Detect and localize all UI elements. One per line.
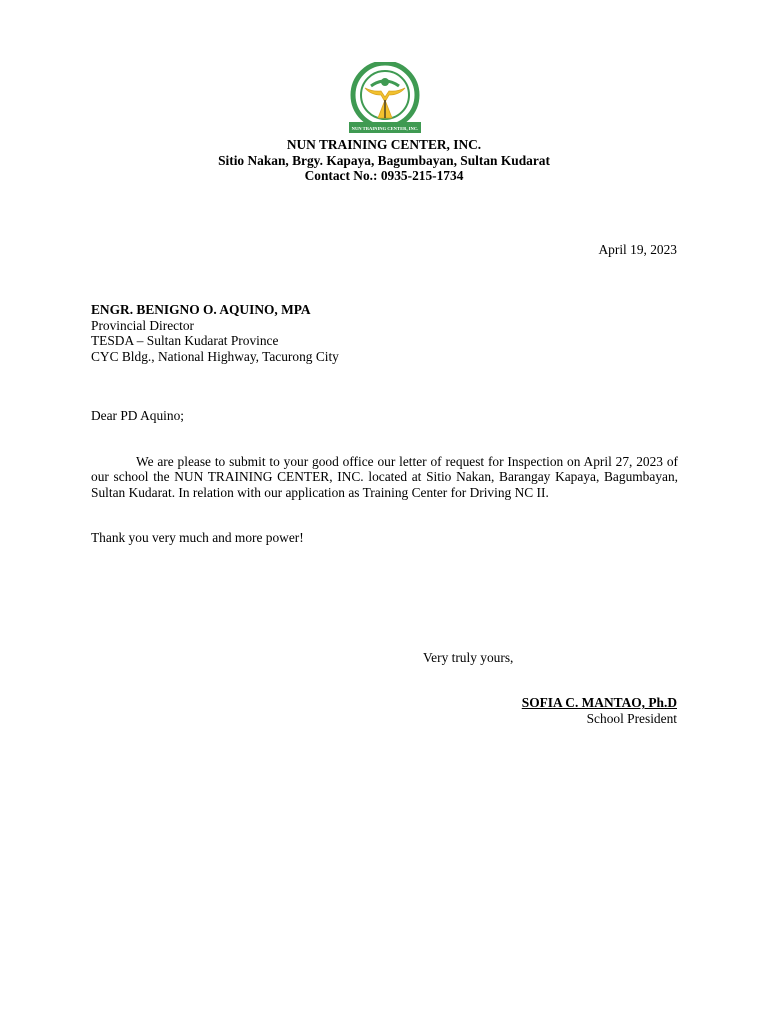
- thanks-line: Thank you very much and more power!: [91, 530, 304, 545]
- org-address: Sitio Nakan, Brgy. Kapaya, Bagumbayan, Sultan Kudarat: [218, 152, 550, 168]
- school-logo: [347, 62, 423, 136]
- body-paragraph: We are please to submit to your good office our letter of request for Inspection on April 27, 2023 of our school the NUN TRAINING CENTER, INC. located at Sitio Nakan, Barangay Kapaya, Bagumbayan, Sultan Kudarat. In relation with our application as Training Center for Driving NC II.: [91, 454, 678, 500]
- recipient-block: [91, 302, 339, 364]
- school-logo-graphic: [347, 62, 423, 136]
- org-contact: Contact No.: 0935-215-1734: [304, 168, 464, 183]
- signer-name: SOFIA C. MANTAO, Ph.D: [521, 695, 677, 710]
- recipient-office: TESDA – Sultan Kudarat Province: [91, 333, 279, 348]
- recipient-title: Provincial Director: [91, 317, 194, 333]
- letterhead: [0, 137, 768, 184]
- org-name: NUN TRAINING CENTER, INC.: [286, 137, 482, 152]
- recipient-address: CYC Bldg., National Highway, Tacurong City: [91, 348, 339, 364]
- complimentary-close: Very truly yours,: [423, 650, 514, 665]
- recipient-name: ENGR. BENIGNO O. AQUINO, MPA: [91, 302, 311, 317]
- salutation: Dear PD Aquino;: [91, 408, 184, 423]
- letter-date: April 19, 2023: [598, 242, 677, 257]
- logo-text: NUN TRAINING CENTER, INC.: [351, 126, 419, 131]
- signature-block: [522, 695, 677, 726]
- signer-title: School President: [586, 710, 677, 726]
